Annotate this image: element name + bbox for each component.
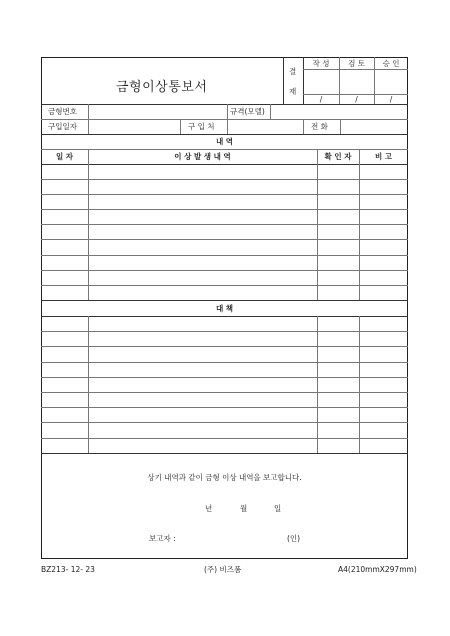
table-row xyxy=(41,255,408,256)
table-row xyxy=(41,194,408,195)
month-label: 월 xyxy=(240,504,248,513)
table-row xyxy=(41,346,408,347)
form-title: 금형이상통보서 xyxy=(116,80,208,95)
company-name: (주) 비즈폼 xyxy=(204,565,242,574)
cell-divider xyxy=(227,119,228,134)
cell-divider xyxy=(270,104,271,119)
day-label: 일 xyxy=(274,504,282,513)
col-date-header: 일 자 xyxy=(55,152,74,161)
col-remark-header: 비 고 xyxy=(374,152,393,161)
approval-date-mark: / xyxy=(319,95,323,104)
report-statement: 상기 내역과 같이 금형 이상 내역을 보고합니다. xyxy=(147,473,302,482)
cell-divider xyxy=(88,316,89,453)
table-row xyxy=(41,179,408,180)
cell-divider xyxy=(88,104,89,134)
cell-divider xyxy=(303,119,304,134)
approval-divider xyxy=(303,69,408,70)
row-divider xyxy=(41,134,408,135)
cell-divider xyxy=(340,119,341,134)
table-row xyxy=(41,209,408,210)
form-code: BZ213- 12- 23 xyxy=(41,565,95,574)
table-row xyxy=(41,422,408,423)
row-divider xyxy=(41,453,408,454)
cell-divider xyxy=(227,104,228,119)
table-row xyxy=(41,438,408,439)
table-row xyxy=(41,285,408,286)
details-section-label: 내 역 xyxy=(215,137,234,146)
countermeasure-section-label: 대 책 xyxy=(215,304,234,313)
mold-number-label: 금형번호 xyxy=(48,107,77,116)
year-label: 년 xyxy=(205,504,213,513)
approval-date-mark: / xyxy=(389,95,393,104)
row-divider xyxy=(41,300,408,301)
row-divider xyxy=(41,119,408,120)
row-divider xyxy=(41,149,408,150)
row-divider xyxy=(41,316,408,317)
paper-size: A4(210mmX297mm) xyxy=(338,565,417,574)
cell-divider xyxy=(359,316,360,453)
table-row xyxy=(41,239,408,240)
row-divider xyxy=(41,104,408,105)
table-row xyxy=(41,362,408,363)
row-divider xyxy=(41,164,408,165)
spec-label: 규격(모델) xyxy=(230,107,265,116)
approval-date-mark: / xyxy=(355,95,358,104)
approval-header-writer: 작 성 xyxy=(312,59,330,68)
cell-divider xyxy=(317,316,318,453)
table-row xyxy=(41,224,408,225)
col-confirm-header: 확 인 자 xyxy=(324,152,352,161)
vendor-label: 구 입 처 xyxy=(188,122,215,131)
approval-header-approver: 승 인 xyxy=(382,59,400,68)
table-row xyxy=(41,392,408,393)
purchase-date-label: 구입일자 xyxy=(48,122,77,131)
approval-header-reviewer: 검 토 xyxy=(348,59,365,68)
approval-divider xyxy=(283,57,284,104)
phone-label: 전 화 xyxy=(311,122,328,131)
approval-side-label: 재 xyxy=(289,87,297,96)
table-row xyxy=(41,331,408,332)
cell-divider xyxy=(180,119,181,134)
approval-side-label: 결 xyxy=(289,67,297,76)
table-row xyxy=(41,270,408,271)
table-row xyxy=(41,407,408,408)
reporter-label: 보고자 : xyxy=(149,534,176,543)
col-issue-header: 이 상 발 생 내 역 xyxy=(174,152,231,161)
seal-mark: (인) xyxy=(287,534,301,543)
table-row xyxy=(41,377,408,378)
